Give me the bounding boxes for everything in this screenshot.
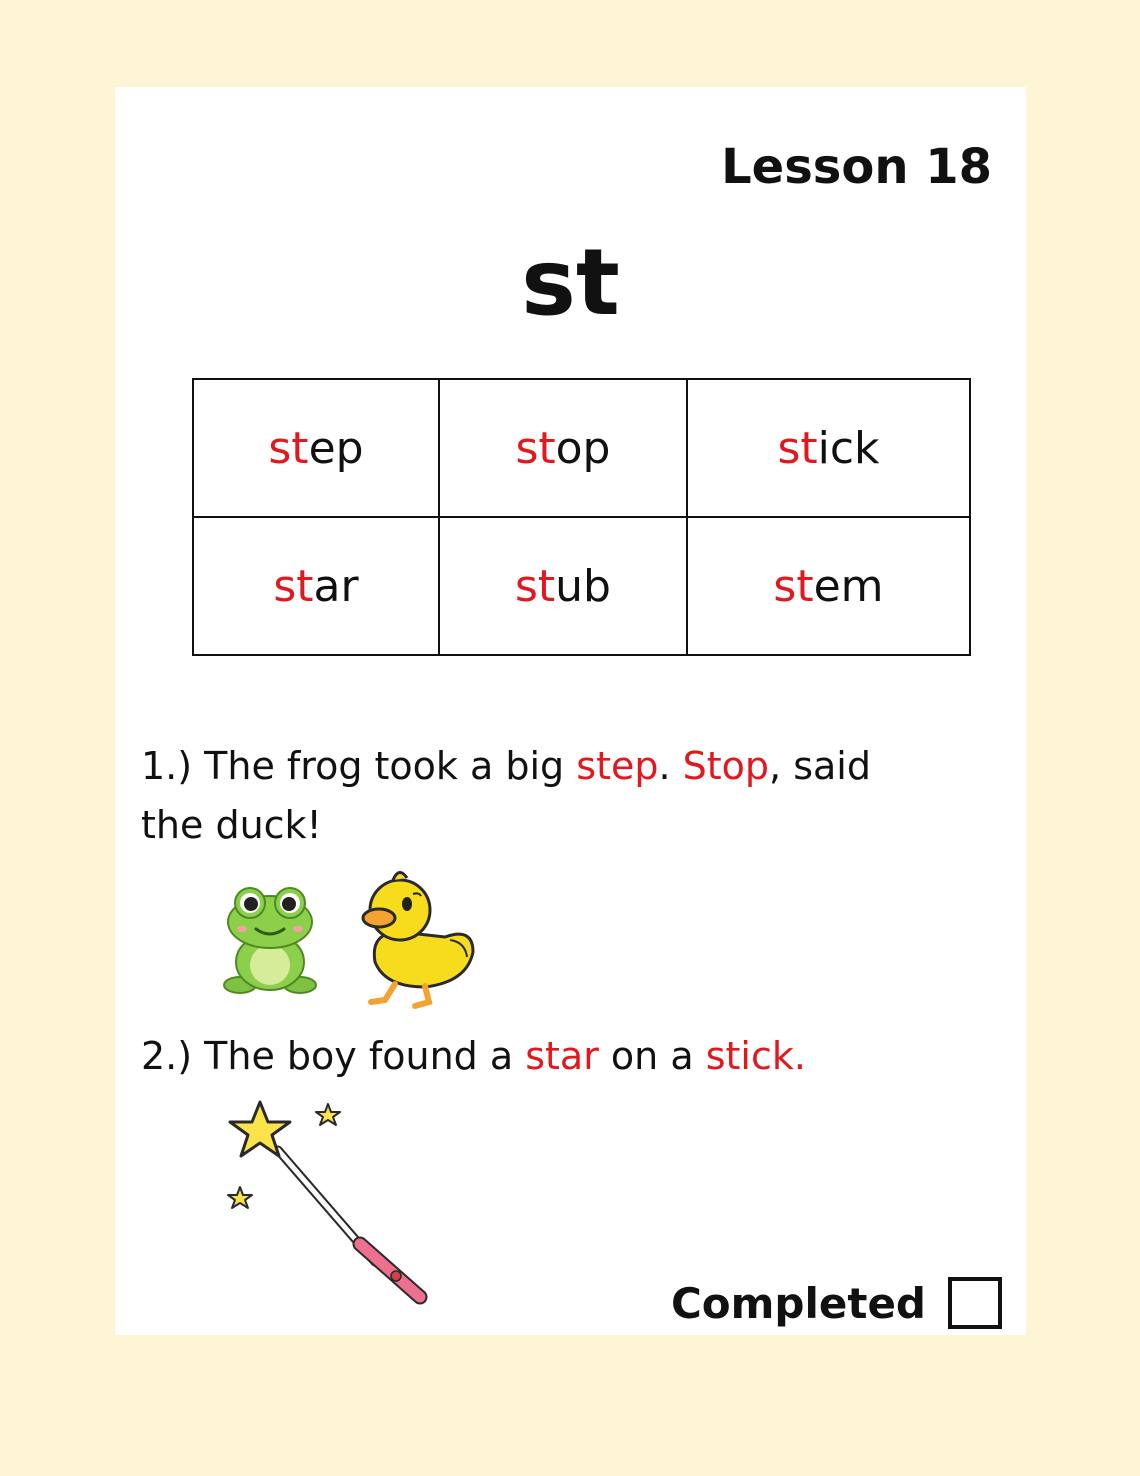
word-cell [193,517,439,655]
word-blend: st [515,422,556,474]
frog-icon [220,877,320,997]
completed-section [671,1277,1002,1329]
word-cell [687,517,970,655]
word-cell [687,379,970,517]
word-blend: st [777,422,818,474]
blend-heading: st [521,229,620,336]
lesson-title: Lesson 18 [721,139,992,195]
sentence-1: 1.) The frog took a big step. Stop, said the duck! [141,744,871,847]
word-row [193,517,970,655]
word-rest: ep [308,422,364,474]
word-blend: st [268,422,309,474]
word-blend: st [514,560,556,612]
completed-label: Completed [670,1278,926,1328]
word-rest: ick [817,422,880,474]
sentence-2: 2.) The boy found a star on a stick. [141,1034,806,1078]
word-cell [439,379,687,517]
word-rest: ar [313,560,359,612]
magic-wand-icon [220,1092,440,1312]
word-row [193,379,970,517]
word-table [192,378,971,656]
word-rest: em [813,560,884,612]
duck-icon [355,862,480,1012]
word-blend: st [773,560,814,612]
word-rest: ub [555,560,611,612]
completed-checkbox[interactable] [948,1277,1002,1329]
word-cell [193,379,439,517]
word-rest: op [555,422,611,474]
worksheet-page [115,87,1026,1335]
word-cell [439,517,687,655]
word-blend: st [273,560,314,612]
